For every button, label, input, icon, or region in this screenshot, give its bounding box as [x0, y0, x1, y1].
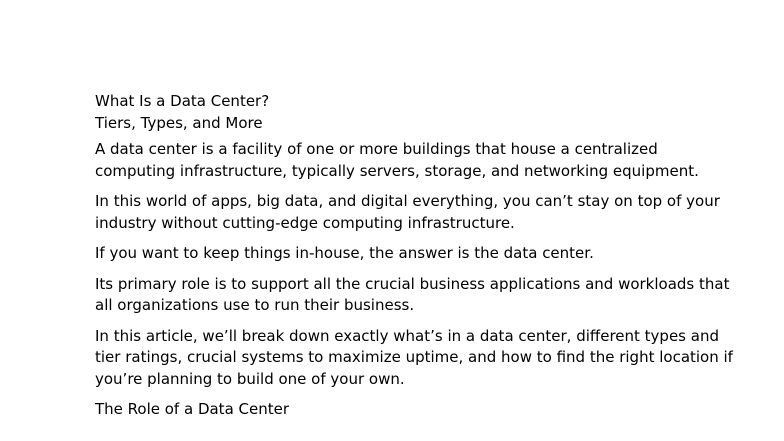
- document-title-block: [95, 91, 735, 134]
- document-subtitle: Tiers, Types, and More: [95, 113, 263, 132]
- document-title: What Is a Data Center?: [95, 92, 270, 110]
- document-body: [95, 91, 735, 421]
- paragraph-definition: A data center is a facility of one or more buildings that house a centralized computing infrastructure, typically servers, storage, and networking equipment.: [95, 140, 699, 180]
- paragraph-primary-role: Its primary role is to support all the crucial business applications and workloads that all organizations use to run their business.: [95, 274, 730, 314]
- paragraph-context: In this world of apps, big data, and digital everything, you can’t stay on top of your industry without cutting-edge computing infrastructure.: [95, 192, 720, 232]
- section-heading-role: The Role of a Data Center: [95, 400, 290, 418]
- paragraph-article-overview: In this article, we’ll break down exactly what’s in a data center, different types and tier ratings, crucial systems to maximize uptime, and how to find the right location if you’re planning to build one of your own.: [95, 326, 733, 388]
- paragraph-in-house: If you want to keep things in-house, the answer is the data center.: [95, 244, 594, 262]
